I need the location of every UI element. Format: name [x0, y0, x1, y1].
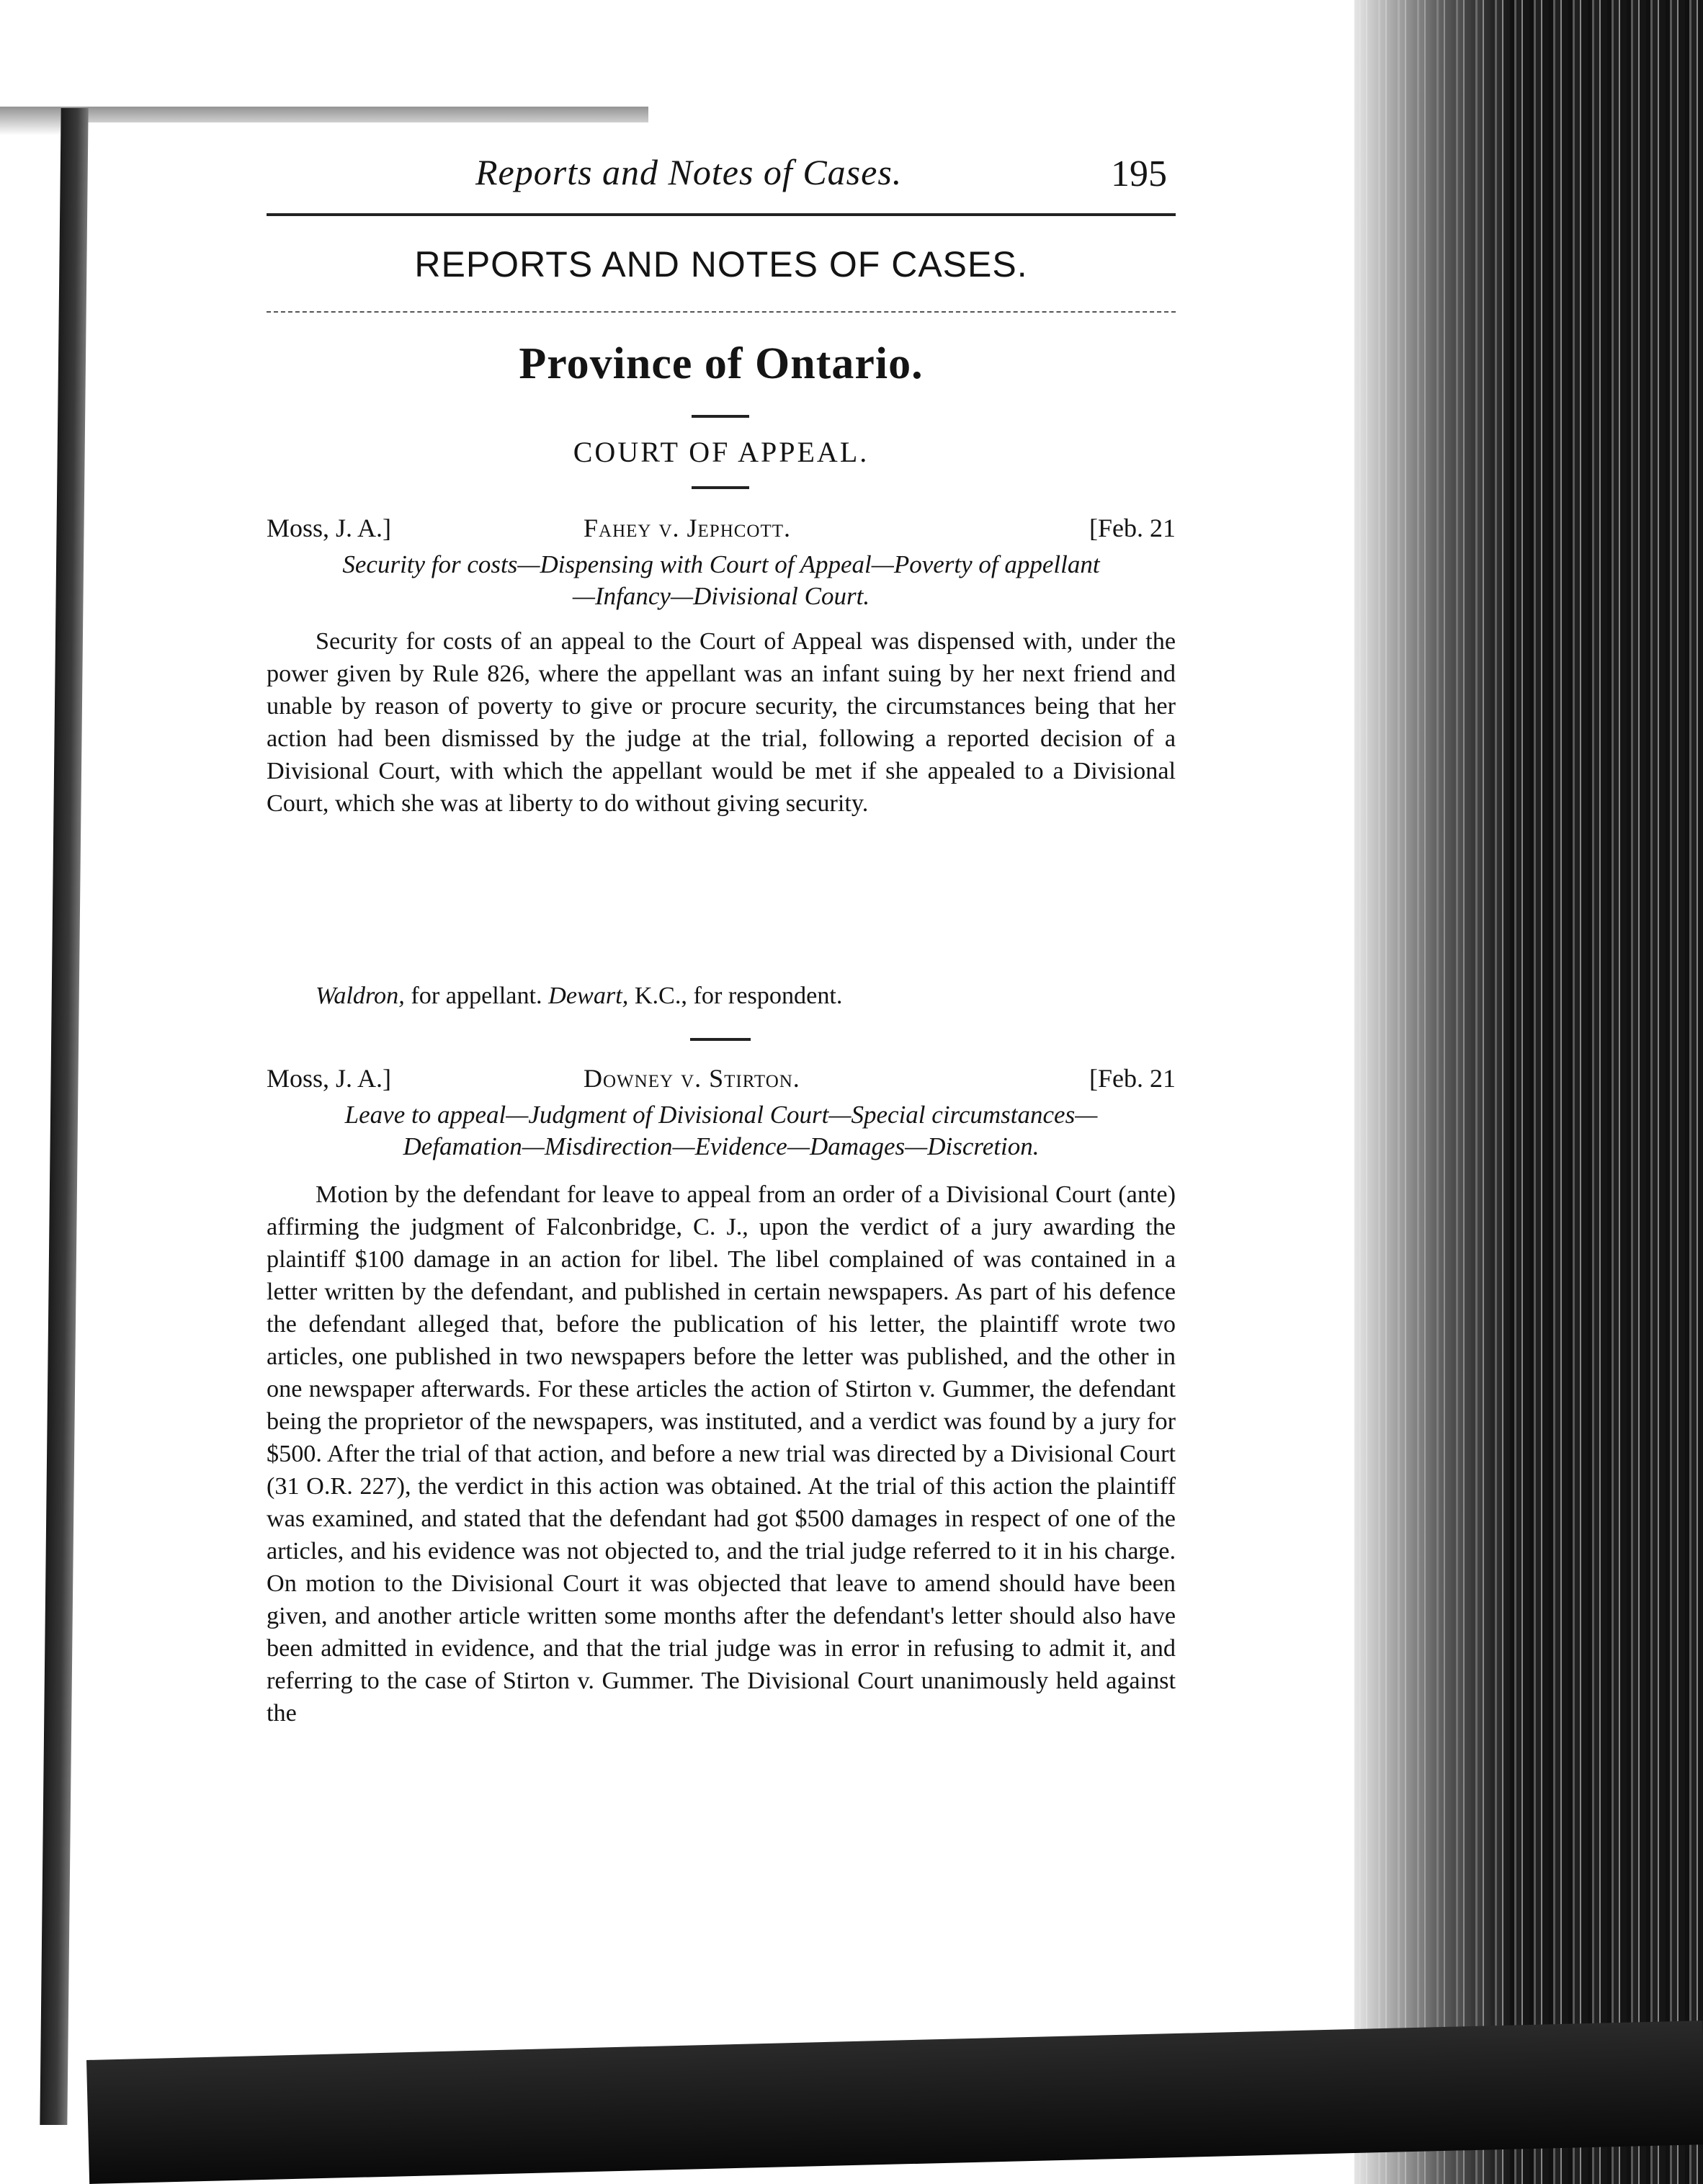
counsel-name: Dewart,	[548, 983, 629, 1009]
counsel-name: Waldron,	[316, 983, 405, 1009]
case-judge: Moss, J. A.]	[267, 1064, 392, 1093]
case-date: [Feb. 21	[1089, 1064, 1176, 1093]
case-body: Motion by the defendant for leave to appeal from an order of a Divisional Court (ante) affirming the judgment of Falconbridge, C. J., upon the verdict of a jury awarding the plaintiff $100 damage in an action for libel. The libel complained of was contained in a letter written by the defendant, and published in certain newspapers. As part of his defence the defendant alleged that, before the publication of his letter, the plaintiff wrote two articles, one published in two newspapers before the letter was published, and the other in one newspaper afterwards. For these articles the action of Stirton v. Gummer, the defendant being the proprietor of the newspapers, was instituted, and a verdict was found by a jury for $500. After the trial of that action, and before a new trial was directed by a Divisional Court (31 O.R. 227), the verdict in this action was obtained. At the trial of this action the plaintiff was examined, and stated that the defendant had got $500 damages in respect of one of the articles, and his evidence was not objected to, and the trial judge referred to it in his charge. On motion to the Divisional Court it was objected that leave to amend should have been given, and another article written some months after the defendant's letter should also have been admitted in evidence, and that the trial judge was in error in refusing to admit it, and referring to the case of Stirton v. Gummer. The Divisional Court unanimously held against the	[267, 1181, 1176, 1727]
short-divider	[692, 415, 749, 418]
headnote-line: —Infancy—Divisional Court.	[572, 582, 870, 610]
case-body: Security for costs of an appeal to the Court of Appeal was dispensed with, under the power given by Rule 826, where the appellant was an infant suing by her next friend and unable by reason of poverty to give or procure security, the circumstances being that her action had been dismissed by the judge at the trial, following a reported decision of a Divisional Court, with which the appellant would be met if she appealed to a Divisional Court, which she was at liberty to do without giving security.	[267, 628, 1176, 817]
headnote-line: Defamation—Misdirection—Evidence—Damages—Discretion.	[403, 1132, 1040, 1160]
case-headnote	[267, 1099, 1176, 1163]
running-head	[267, 151, 1167, 209]
case-date: [Feb. 21	[1089, 514, 1176, 542]
case-header	[267, 513, 1176, 549]
headnote-line: Security for costs—Dispensing with Court of Appeal—Poverty of appellant	[342, 550, 1100, 578]
case-title: Fahey v. Jephcott.	[584, 514, 792, 542]
case-judge: Moss, J. A.]	[267, 514, 392, 542]
court-heading: COURT OF APPEAL.	[573, 436, 870, 468]
counsel-role: for appellant.	[404, 983, 549, 1009]
counsel-role: K.C., for respondent.	[628, 983, 843, 1009]
section-heading: REPORTS AND NOTES OF CASES.	[414, 244, 1028, 285]
case-header	[267, 1063, 1176, 1099]
section-divider	[267, 311, 1176, 313]
book-gutter-shadow	[1354, 0, 1513, 2184]
case-headnote	[267, 549, 1176, 612]
running-title: Reports and Notes of Cases.	[475, 152, 903, 192]
case-title: Downey v. Stirton.	[584, 1064, 800, 1093]
province-heading: Province of Ontario.	[519, 339, 924, 388]
short-divider	[692, 486, 749, 489]
short-divider	[690, 1038, 751, 1041]
page-number: 195	[1111, 153, 1167, 194]
header-rule	[267, 213, 1176, 216]
headnote-line: Leave to appeal—Judgment of Divisional Court—Special circumstances—	[344, 1101, 1098, 1129]
counsel-line	[316, 980, 842, 1012]
